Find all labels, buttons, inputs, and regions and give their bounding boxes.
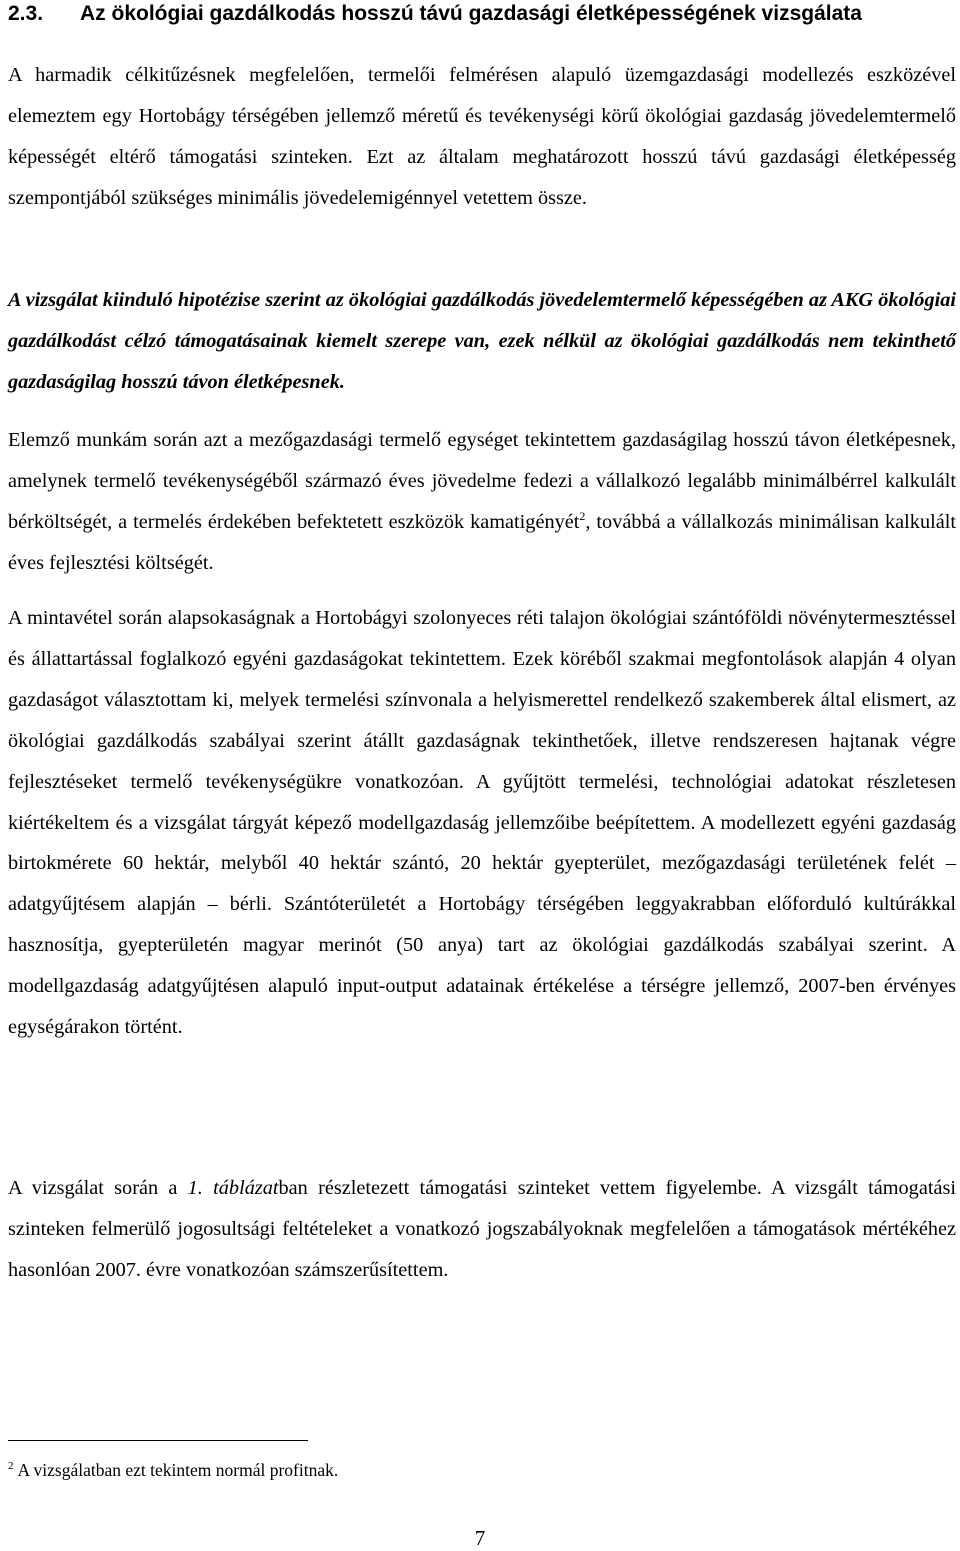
paragraph-sampling: A mintavétel során alapsokaságnak a Hortobágyi szolonyeces réti talajon ökológiai szántóföldi növénytermesztéssel és állattartással foglalkozó egyéni gazdaságokat tekintettem. Ezek köréből szakmai megfontolások alapján 4 olyan gazdaságot választottam ki, melyek termelési színvonala a helyismerettel rendelkező szakemberek által elismert, az ökológiai gazdálkodás szabályai szerint átállt gazdaságnak tekinthetőek, illetve rendszeresen hajtanak végre fejlesztéseket termelő tevékenységükre vonatkozóan. A gyűjtött termelési, technológiai adatokat részletesen kiértékeltem és a vizsgálat tárgyát képező modellgazdaság jellemzőibe beépítettem. A modellezett egyéni gazdaság birtokmérete 60 hektár, melyből 40 hektár szántó, 20 hektár gyepterület, mezőgazdasági területének felét – adatgyűjtésem alapján – bérli. Szántóterületét a Hortobágy térségében leggyakrabban előforduló kultúrákkal hasznosítja, gyepterületén magyar merinót (50 anya) tart az ökológiai gazdálkodás szabályai szerint. A modellgazdaság adatgyűjtésen alapuló input-output adatainak értékelése a térségre jellemző, 2007-ben érvényes egységárakon történt.	[8, 607, 956, 1039]
paragraph-support-levels	[8, 1168, 956, 1291]
paragraph-objective: A harmadik célkitűzésnek megfelelően, termelői felmérésen alapuló üzemgazdasági modellezés eszközével elemeztem egy Hortobágy térségében jellemző méretű és tevékenységi körű ökológiai gazdaság jövedelemtermelő képességét eltérő támogatási szinteken. Ezt az általam meghatározott hosszú távú gazdasági életképesség szempontjából szükséges minimális jövedelemigénnyel vetettem össze.	[8, 64, 956, 209]
support-text-start: A vizsgálat során a	[8, 1177, 188, 1199]
paragraph-viability-definition	[8, 420, 956, 584]
footnote	[8, 1458, 338, 1482]
paragraph-hypothesis: A vizsgálat kiinduló hipotézise szerint az ökológiai gazdálkodás jövedelemtermelő képességében az AKG ökológiai gazdálkodást célzó támogatásainak kiemelt szerepe van, ezek nélkül az ökológiai gazdálkodás nem tekinthető gazdaságilag hosszú távon életképesnek.	[8, 289, 956, 393]
table-reference-number: 1.	[187, 1177, 203, 1199]
viability-text-end: , továbbá a vállalkozás minimálisan kalkulált éves fejlesztési költségét.	[8, 510, 956, 574]
section-title: Az ökológiai gazdálkodás hosszú távú gazdasági életképességének vizsgálata	[80, 2, 862, 25]
section-heading	[8, 0, 960, 28]
section-number: 2.3.	[8, 2, 44, 25]
page-number: 7	[474, 1526, 486, 1550]
footnote-divider	[8, 1440, 308, 1441]
footnote-reference: 2	[579, 508, 586, 523]
table-reference-word: táblázat	[213, 1177, 279, 1199]
support-text-end: ban részletezett támogatási szinteket vettem figyelembe. A vizsgált támogatási szinteken felmerülő jogosultsági feltételeket a vonatkozó jogszabályoknak megfelelően a támogatások mértékéhez hasonlóan 2007. évre vonatkozóan számszerűsítettem.	[8, 1177, 956, 1281]
footnote-marker: 2	[8, 1460, 14, 1472]
footnote-text: A vizsgálatban ezt tekintem normál profitnak.	[17, 1460, 339, 1480]
viability-text-start: Elemző munkám során azt a mezőgazdasági termelő egységet tekintettem gazdaságilag hosszú távon életképesnek, amelynek termelő tevékenységéből származó éves jövedelme fedezi a vállalkozó legalább minimálbérrel kalkulált bérköltségét, a termelés érdekében befektetett eszközök kamatigényét	[8, 429, 956, 533]
